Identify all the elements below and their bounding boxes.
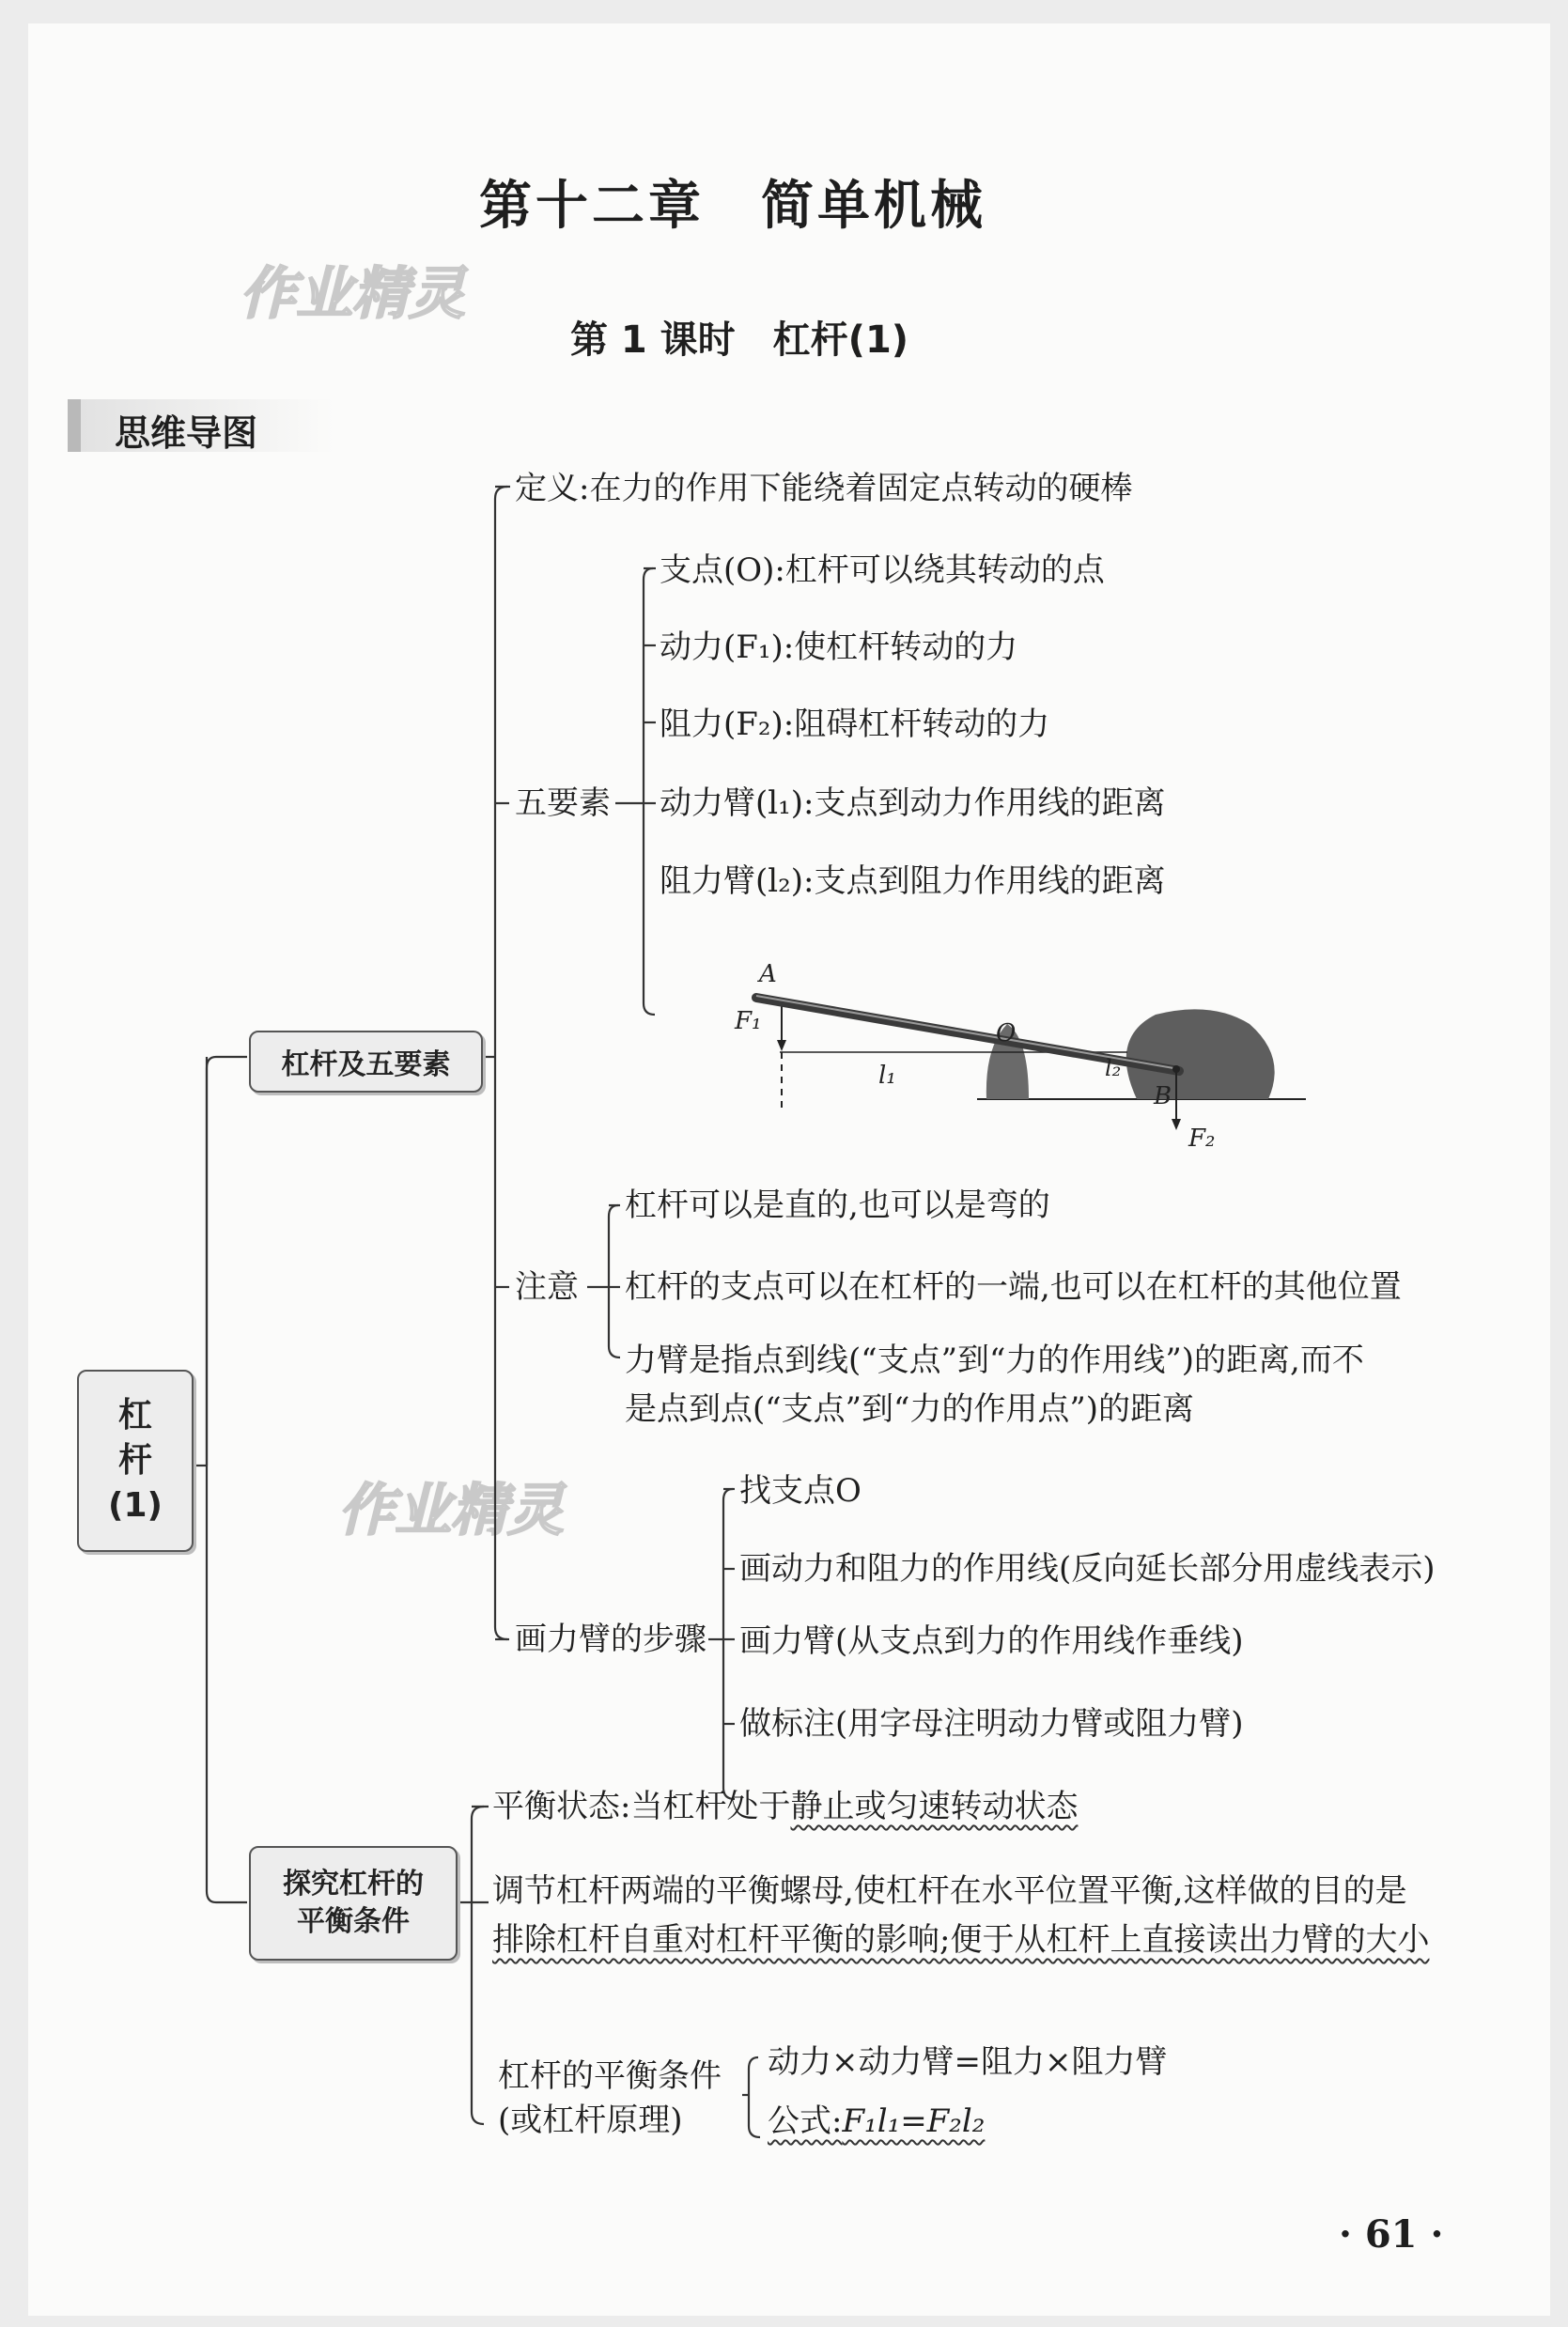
element-effort: 动力(F₁):使杠杆转动的力 bbox=[660, 628, 1018, 666]
branch2-label-line1: 探究杠杆的 bbox=[283, 1868, 424, 1900]
step-2: 画动力和阻力的作用线(反向延长部分用虚线表示) bbox=[739, 1550, 1436, 1588]
condition-label-line2: (或杠杆原理) bbox=[498, 2102, 683, 2139]
watermark-top: 作业精灵 bbox=[240, 261, 465, 327]
page-number: · 61 · bbox=[1339, 2212, 1444, 2257]
root-char-1: 杠 bbox=[117, 1396, 152, 1435]
label-l1: l₁ bbox=[878, 1062, 896, 1090]
balance-state bbox=[492, 1788, 1078, 1825]
label-o: O bbox=[996, 1019, 1017, 1047]
note-1: 杠杆可以是直的,也可以是弯的 bbox=[625, 1187, 1050, 1224]
f2-arrow-head bbox=[1172, 1119, 1181, 1130]
section-header: 思维导图 bbox=[115, 412, 258, 454]
step-3: 画力臂(从支点到力的作用线作垂线) bbox=[739, 1622, 1244, 1660]
step-1: 找支点O bbox=[739, 1472, 862, 1510]
f1-arrow-head bbox=[777, 1040, 786, 1051]
element-load-arm: 阻力臂(l₂):支点到阻力作用线的距离 bbox=[660, 862, 1166, 900]
element-load: 阻力(F₂):阻碍杠杆转动的力 bbox=[660, 706, 1050, 743]
balance-state-prefix: 平衡状态:当杠杆处于 bbox=[492, 1788, 791, 1825]
label-b: B bbox=[1154, 1082, 1172, 1110]
label-l2: l₂ bbox=[1105, 1055, 1122, 1081]
root-char-3: (1) bbox=[108, 1486, 163, 1525]
big-rock bbox=[1126, 1009, 1275, 1099]
note-2: 杠杆的支点可以在杠杆的一端,也可以在杠杆的其他位置 bbox=[625, 1268, 1402, 1306]
label-f2: F₂ bbox=[1188, 1125, 1216, 1153]
condition-label-line1: 杠杆的平衡条件 bbox=[498, 2057, 722, 2095]
page bbox=[28, 23, 1550, 2316]
watermark-middle: 作业精灵 bbox=[338, 1478, 564, 1544]
label-f1: F₁ bbox=[735, 1007, 762, 1035]
condition-words: 动力×动力臂=阻力×阻力臂 bbox=[768, 2043, 1168, 2081]
formula-prefix: 公式: bbox=[768, 2102, 843, 2140]
condition-formula bbox=[768, 2102, 985, 2140]
notes-label: 注意 bbox=[515, 1268, 579, 1306]
branch-lever-elements: 杠杆及五要素 bbox=[249, 1031, 483, 1093]
root-node bbox=[77, 1370, 194, 1552]
steps-label: 画力臂的步骤 bbox=[515, 1621, 706, 1658]
step-4: 做标注(用字母注明动力臂或阻力臂) bbox=[739, 1705, 1244, 1743]
chapter-title: 第十二章 简单机械 bbox=[479, 176, 986, 237]
element-effort-arm: 动力臂(l₁):支点到动力作用线的距离 bbox=[660, 784, 1166, 822]
definition-text: 定义:在力的作用下能绕着固定点转动的硬棒 bbox=[515, 470, 1133, 507]
lesson-title: 第 1 课时 杠杆(1) bbox=[570, 318, 909, 362]
adjust-text-line2: 排除杠杆自重对杠杆平衡的影响;便于从杠杆上直接读出力臂的大小 bbox=[492, 1921, 1430, 1959]
balance-state-answer: 静止或匀速转动状态 bbox=[790, 1788, 1079, 1825]
note-3-line2: 是点到点(“支点”到“力的作用点”)的距离 bbox=[625, 1390, 1195, 1428]
lever-figure bbox=[667, 935, 1343, 1160]
branch-balance-condition bbox=[249, 1846, 458, 1961]
adjust-text-line1: 调节杠杆两端的平衡螺母,使杠杆在水平位置平衡,这样做的目的是 bbox=[492, 1872, 1407, 1910]
formula-value: F₁l₁=F₂l₂ bbox=[842, 2102, 986, 2140]
branch2-label-line2: 平衡条件 bbox=[297, 1905, 410, 1938]
mind-map-connectors bbox=[28, 23, 1550, 2316]
point-b bbox=[1172, 1065, 1180, 1073]
five-elements-label: 五要素 bbox=[515, 784, 611, 822]
note-3-line1: 力臂是指点到线(“支点”到“力的作用线”)的距离,而不 bbox=[625, 1342, 1364, 1379]
label-a: A bbox=[759, 960, 777, 988]
element-fulcrum: 支点(O):杠杆可以绕其转动的点 bbox=[660, 551, 1105, 589]
root-char-2: 杆 bbox=[117, 1441, 152, 1480]
